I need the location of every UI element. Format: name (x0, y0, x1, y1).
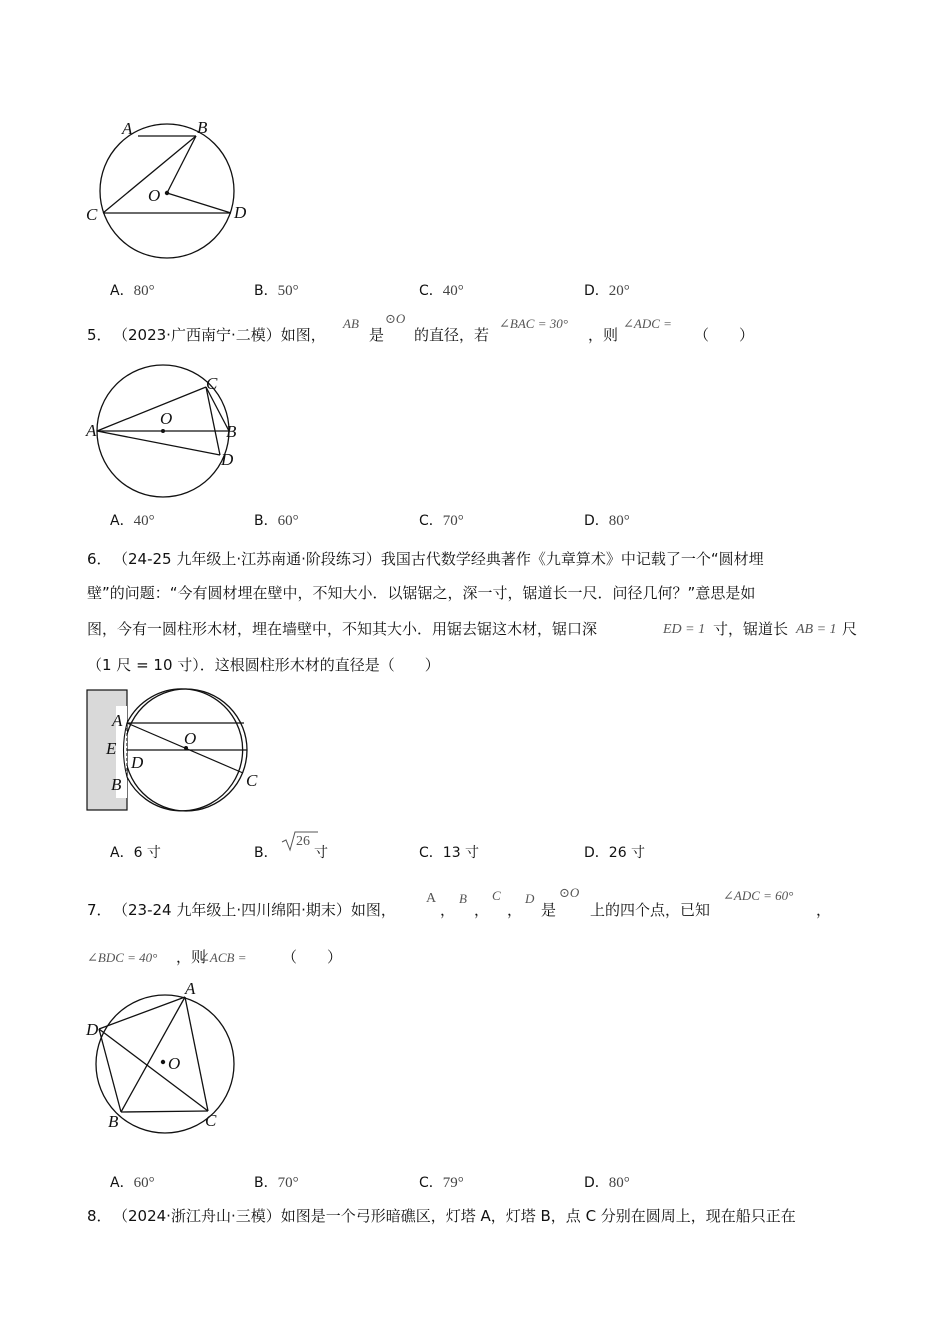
q6-line-3c: 尺 (842, 620, 858, 638)
q6-option-c[interactable]: C．13 寸 (419, 845, 480, 861)
q4-option-b[interactable]: B．50° (254, 283, 299, 299)
q4-option-d[interactable]: D．20° (584, 283, 630, 299)
label-b: B (226, 422, 237, 441)
label-c: C (206, 374, 218, 393)
q6-option-a[interactable]: A．6 寸 (110, 845, 161, 861)
label-o: O (148, 186, 161, 205)
q5-ab: AB (343, 316, 359, 331)
q7-option-c[interactable]: C．79° (419, 1175, 464, 1191)
q7-circle-o: ⊙O (559, 885, 580, 900)
q7-point-a: A (426, 891, 437, 906)
q5-option-b[interactable]: B．60° (254, 513, 299, 529)
q7-comma-3: ， (507, 901, 523, 919)
q7-angle-acb: ∠ACB = (199, 950, 247, 965)
label-c: C (86, 205, 98, 224)
label-a: A (86, 421, 97, 440)
q5-diameter-text: 的直径，若 (414, 326, 490, 344)
q6-line-1: （24-25 九年级上·江苏南通·阶段练习）我国古代数学经典著作《九章算术》中记载了一个“圆材埋 (113, 550, 764, 568)
q6-option-d[interactable]: D．26 寸 (584, 845, 646, 861)
q6-ab: AB = 1 (796, 622, 837, 637)
q5-option-a[interactable]: A．40° (110, 513, 155, 529)
q6-ed: ED = 1 (663, 622, 706, 637)
q5-option-c[interactable]: C．70° (419, 513, 464, 529)
q7-number: 7． (87, 901, 112, 919)
q6-line-2: 壁”的问题：“今有圆材埋在壁中，不知大小．以锯锯之，深一寸，锯道长一尺．问径几何？”意思是如 (87, 584, 756, 602)
q7-point-b: B (459, 891, 467, 906)
q5-then: ，则 (588, 326, 619, 344)
q6-line-4: （1 尺 = 10 寸）．这根圆柱形木材的直径是（ ） (87, 656, 440, 674)
q7-point-c: C (492, 888, 501, 903)
q5-is: 是 (369, 326, 385, 344)
label-d: D (131, 753, 144, 772)
q7-end-comma: ， (816, 901, 832, 919)
q6-line-3b: 寸，锯道长 (713, 620, 789, 638)
label-o: O (168, 1054, 181, 1073)
q7-blank: （ ） (282, 948, 343, 966)
label-d: D (234, 203, 247, 222)
label-d: D (86, 1020, 99, 1039)
label-c: C (246, 771, 258, 790)
label-b: B (111, 775, 122, 794)
q5-circle-o: ⊙O (385, 311, 406, 326)
label-b: B (197, 118, 208, 137)
label-a: A (112, 711, 123, 730)
label-c: C (205, 1111, 217, 1130)
q7-angle-adc: ∠ADC = 60° (723, 888, 794, 903)
q7-option-b[interactable]: B．70° (254, 1175, 299, 1191)
q7-option-d[interactable]: D．80° (584, 1175, 630, 1191)
q5-angle-bac: ∠BAC = 30° (499, 316, 568, 331)
label-d: D (221, 450, 234, 469)
q7-option-a[interactable]: A．60° (110, 1175, 155, 1191)
q7-source: （23-24 九年级上·四川绵阳·期末）如图， (113, 901, 396, 919)
q7-angle-bdc: ∠BDC = 40° (87, 950, 158, 965)
q4-option-a[interactable]: A．80° (110, 283, 155, 299)
q6-number: 6． (87, 550, 112, 568)
q5-source: （2023·广西南宁·二模）如图， (113, 326, 326, 344)
q8-text: （2024·浙江舟山·三模）如图是一个弓形暗礁区，灯塔 A，灯塔 B，点 C 分别在圆周上，现在船只正在 (113, 1207, 796, 1225)
q5-number: 5． (87, 326, 112, 344)
q4-option-c[interactable]: C．40° (419, 283, 464, 299)
q6-line-3a: 图，今有一圆柱形木材，埋在墙壁中，不知其大小．用锯去锯这木材，锯口深 (87, 620, 598, 638)
label-e: E (106, 739, 117, 758)
label-o: O (184, 729, 197, 748)
q5-blank: （ ） (694, 326, 755, 344)
q5-option-d[interactable]: D．80° (584, 513, 630, 529)
label-a: A (185, 979, 196, 998)
q8-number: 8． (87, 1207, 112, 1225)
q7-is: 是 (541, 901, 557, 919)
q7-comma-2: ， (474, 901, 490, 919)
label-b: B (108, 1112, 119, 1131)
q7-then: ，则 (176, 948, 207, 966)
q5-angle-adc: ∠ADC = (623, 316, 672, 331)
label-a: A (122, 119, 133, 138)
q7-comma-1: ， (440, 901, 456, 919)
q7-point-d: D (525, 891, 535, 906)
label-o: O (160, 409, 173, 428)
q7-four-points: 上的四个点，已知 (590, 901, 711, 919)
